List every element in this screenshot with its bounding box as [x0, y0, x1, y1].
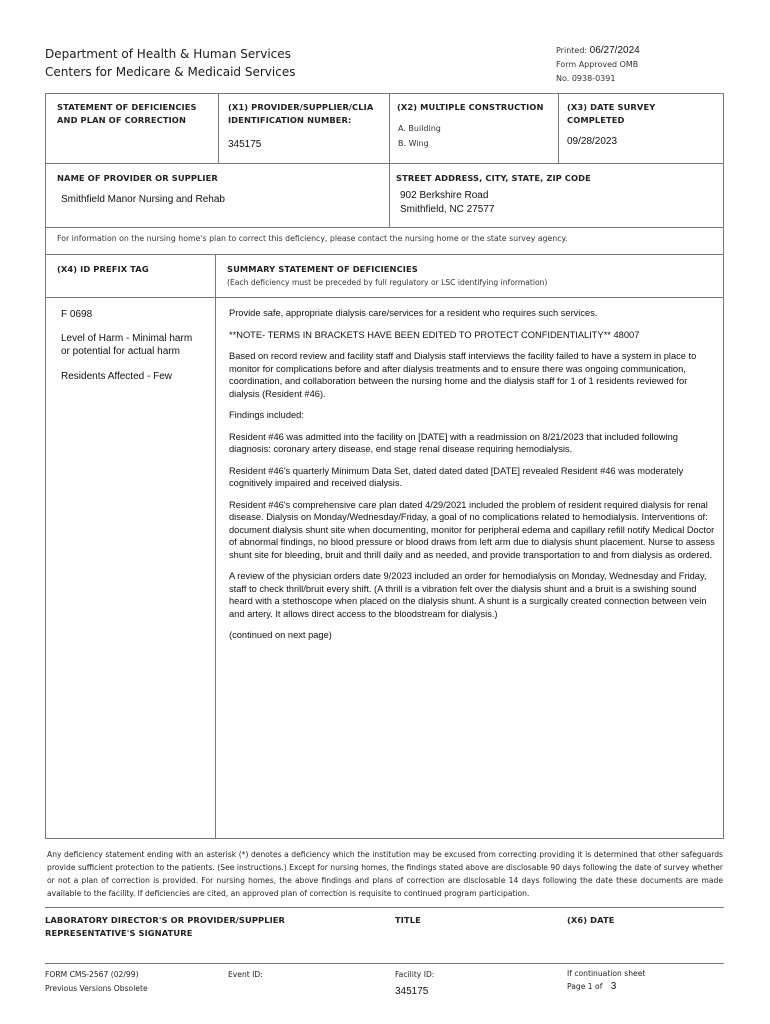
divider: [45, 163, 724, 164]
divider: [45, 963, 724, 964]
date-label: (X6) DATE: [567, 915, 615, 925]
divider: [218, 93, 219, 163]
address-label: STREET ADDRESS, CITY, STATE, ZIP CODE: [396, 173, 591, 183]
summary-subtitle: (Each deficiency must be preceded by full regulatory or LSC identifying information): [227, 278, 548, 287]
survey-date: 09/28/2023: [567, 136, 618, 147]
summary-paragraph: **NOTE- TERMS IN BRACKETS HAVE BEEN EDITED TO PROTECT CONFIDENTIALITY** 48007: [229, 329, 640, 340]
event-id-label: Event ID:: [228, 970, 263, 979]
obsolete-note: Previous Versions Obsolete: [45, 984, 148, 993]
department-name: Department of Health & Human Services: [45, 47, 291, 61]
x2-wing: B. Wing: [398, 139, 429, 148]
omb-number: No. 0938-0391: [556, 74, 616, 83]
summary-paragraph: Provide safe, appropriate dialysis care/services for a resident who requires such services.: [229, 308, 598, 318]
provider-name: Smithfield Manor Nursing and Rehab: [61, 194, 225, 205]
summary-paragraph: Resident #46 was admitted into the facility on [DATE] with a readmission on 8/21/2023 that included following diagnosis: coronary artery disease, end stage renal disease requiring hemodialysis.: [229, 431, 678, 454]
form-number: FORM CMS-2567 (02/99): [45, 970, 139, 979]
print-info: [556, 44, 640, 86]
summary-paragraph: Resident #46's quarterly Minimum Data Set, dated dated dated [DATE] revealed Resident #46 was moderately cognitively impaired and received dialysis.: [229, 465, 684, 488]
divider: [45, 227, 724, 228]
f-tag: F 0698: [61, 309, 93, 320]
printed-label: Printed:: [556, 46, 588, 55]
divider: [389, 163, 390, 227]
form-approved: Form Approved OMB: [556, 60, 639, 69]
facility-id: 345175: [395, 986, 429, 997]
summary-paragraph: A review of the physician orders date 9/2023 included an order for hemodialysis on Monday, Wednesday and Friday, staff to check thrill/bruit every shift. (A thrill is a vibration felt over the dialysis shunt and a bruit is a swishing sound heard with a stethoscope when placed on the dialysis shunt. A shunt is a surgically created connection between vein and artery. It allows direct access to the bloodstream for dialysis.): [229, 571, 707, 619]
x1-label: (X1) PROVIDER/SUPPLIER/CLIA IDENTIFICATION NUMBER:: [228, 102, 374, 125]
summary-paragraph: Resident #46's comprehensive care plan dated 4/29/2021 included the problem of resident required dialysis for renal disease. Dialysis on Monday/Wednesday/Friday, a goal of no complications related to hemodialysis. Interventions of: document dialysis shunt site when documenting, monitor for peripheral edema and capillary refill notify Medical Doctor of abnormal findings, no blood pressure or blood draws from left arm due to dialysis shunt placement. Nurse to assess shunt site for bleeding, bruit and thrill daily and as needed, and provide transportation to and from dialysis as ordered.: [229, 499, 715, 560]
page-of: Page 1 of: [567, 982, 603, 991]
info-note: For information on the nursing home's plan to correct this deficiency, please contact the nursing home or the state survey agency.: [57, 234, 568, 243]
x3-label: (X3) DATE SURVEY COMPLETED: [567, 102, 656, 125]
statement-label: STATEMENT OF DEFICIENCIES AND PLAN OF CORRECTION: [57, 102, 197, 125]
x2-label: (X2) MULTIPLE CONSTRUCTION: [397, 102, 544, 112]
continued-note: (continued on next page): [229, 630, 332, 640]
x4-label: (X4) ID PREFIX TAG: [57, 264, 149, 274]
divider: [215, 254, 216, 839]
printed-date: 06/27/2024: [589, 45, 640, 56]
residents-affected: Residents Affected - Few: [61, 371, 172, 382]
address-line1: 902 Berkshire Road: [400, 190, 489, 201]
divider: [45, 907, 724, 908]
title-label: TITLE: [395, 915, 421, 925]
page-label: [567, 980, 616, 993]
harm-level: Level of Harm - Minimal harm or potential for actual harm: [61, 333, 193, 357]
summary-statement: [229, 307, 717, 651]
divider: [45, 297, 724, 298]
provider-name-label: NAME OF PROVIDER OR SUPPLIER: [57, 173, 218, 183]
agency-header: [45, 45, 295, 81]
continuation-label: If continuation sheet: [567, 969, 646, 978]
signature-label: LABORATORY DIRECTOR'S OR PROVIDER/SUPPLIER REPRESENTATIVE'S SIGNATURE: [45, 915, 286, 938]
provider-id: 345175: [228, 139, 262, 150]
page-total: 3: [610, 981, 617, 992]
divider: [389, 93, 390, 163]
disclaimer: Any deficiency statement ending with an asterisk (*) denotes a deficiency which the institution may be excused from correcting providing it is determined that other safeguards provide sufficient protection to the patients. (See instructions.) Except for nursing homes, the findings stated above are disclosable 90 days following the date of survey whether or not a plan of correction is provided. For nursing homes, the above findings and plans of correction are disclosable 14 days following the date these documents are made available to the facility. If deficiencies are cited, an approved plan of correction is requisite to continued program participation.: [47, 850, 723, 898]
divider: [558, 93, 559, 163]
summary-paragraph: Based on record review and facility staff and Dialysis staff interviews the facility failed to have a system in place to monitor for complications before and after dialysis treatments and to ensure there was ongoing communication, coordination, and collaboration between the nursing home and the dialysis staff for 1 of 1 residents reviewed for dialysis (Resident #46).: [229, 351, 697, 399]
facility-id-label: Facility ID:: [395, 970, 435, 979]
centers-name: Centers for Medicare & Medicaid Services: [45, 65, 296, 79]
x2-building: A. Building: [398, 124, 441, 133]
address-line2: Smithfield, NC 27577: [400, 204, 495, 215]
summary-paragraph: Findings included:: [229, 410, 304, 420]
divider: [45, 254, 724, 255]
summary-label: SUMMARY STATEMENT OF DEFICIENCIES: [227, 264, 418, 274]
